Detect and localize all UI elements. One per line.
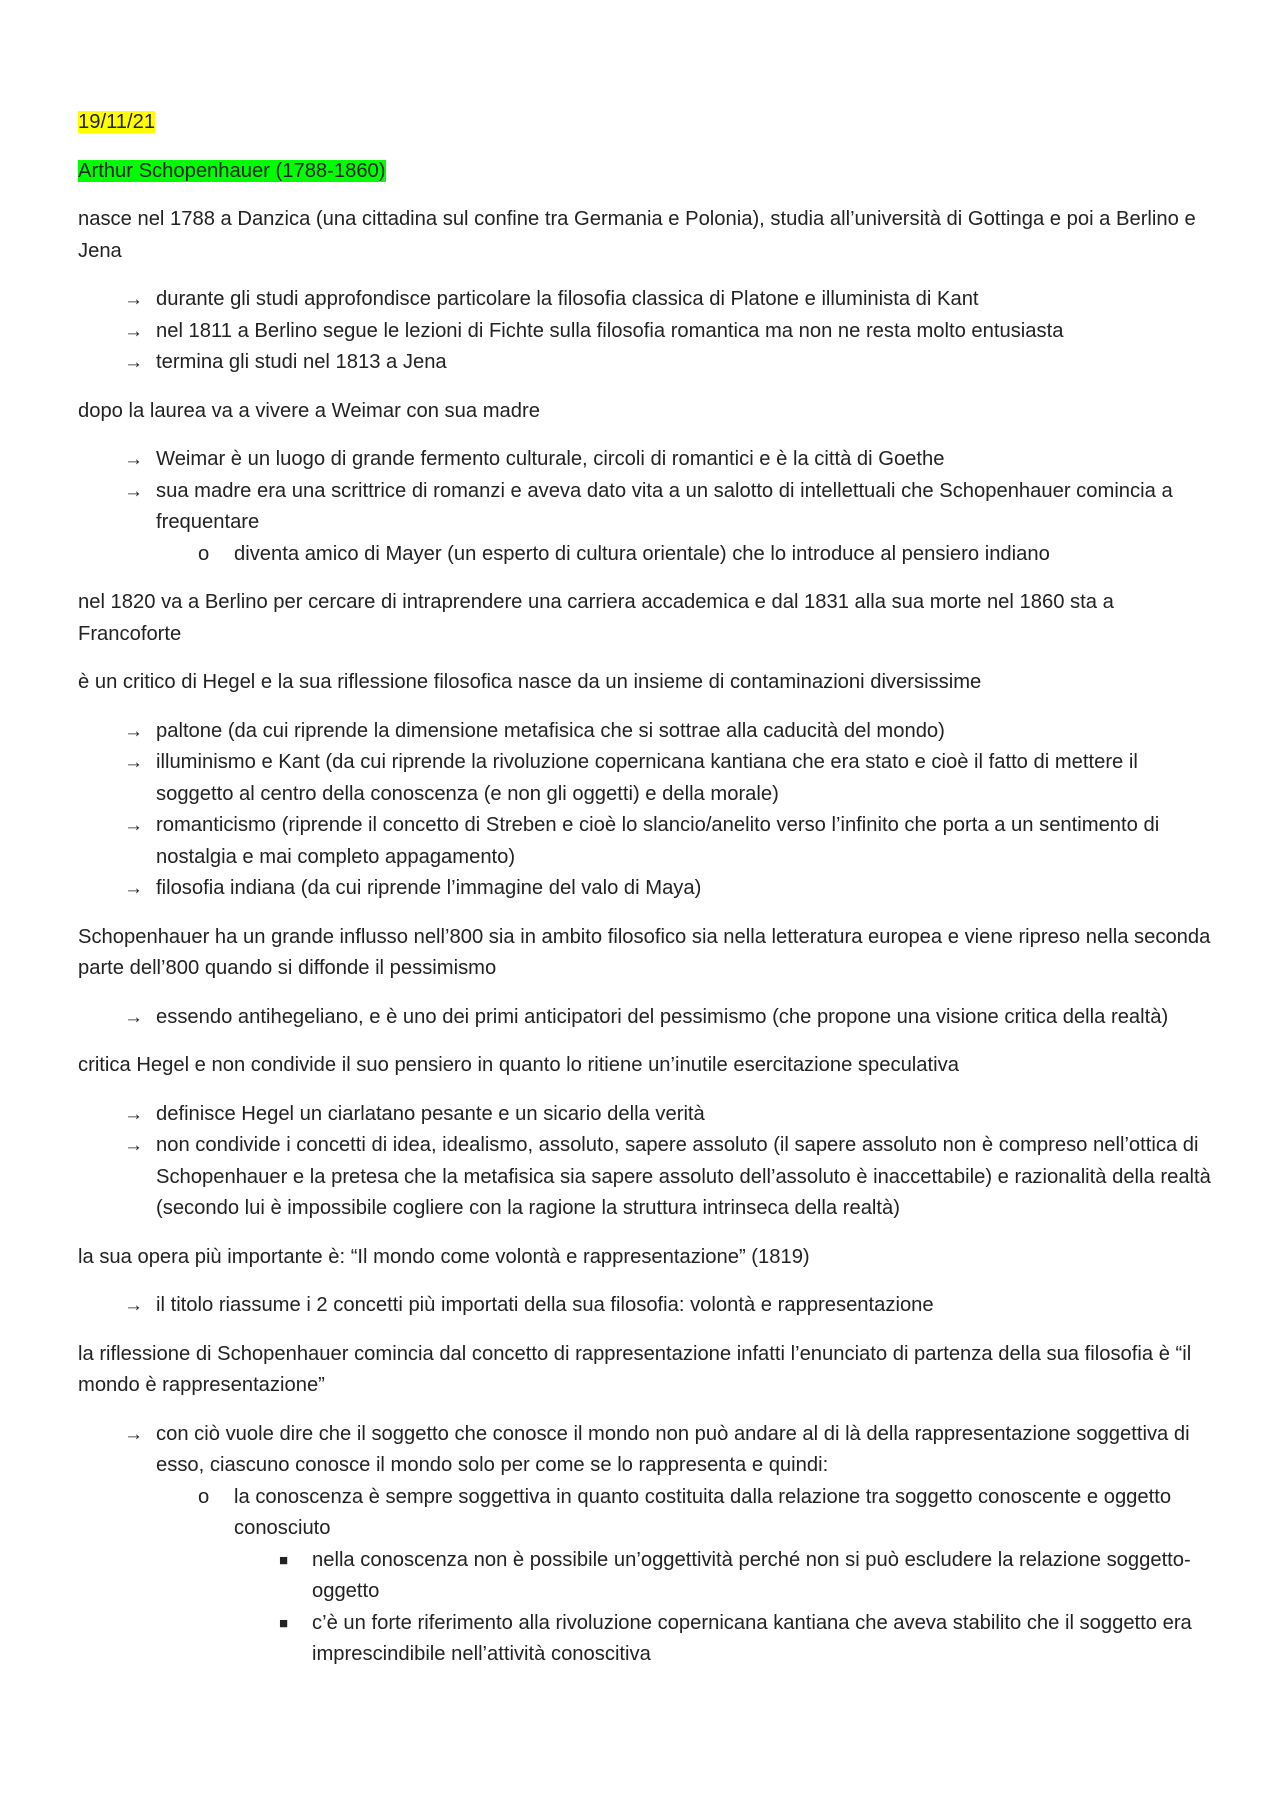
square-bullet-icon: ■ xyxy=(279,1614,289,1632)
arrow-bullet-icon: → xyxy=(124,480,143,502)
arrow-bullet-icon: → xyxy=(124,1295,143,1316)
square-bullet-icon: ■ xyxy=(279,1551,289,1569)
arrow-bullet-icon: → xyxy=(124,320,143,342)
paragraph-rappresentazione: la riflessione di Schopenhauer comincia dal concetto di rappresentazione infatti l’enunciato di partenza della sua filosofia è “il mondo è rappresentazione” xyxy=(78,1342,1192,1396)
paragraph-weimar: dopo la laurea va a vivere a Weimar con sua madre xyxy=(78,399,540,422)
list-item: → filosofia indiana (da cui riprende l’immagine del valo di Maya) xyxy=(156,873,1213,905)
sub-sub-list-item: ■ c’è un forte riferimento alla rivoluzione copernicana kantiana che aveva stabilito che il soggetto era imprescindibile nell’attività conoscitiva xyxy=(312,1608,1213,1671)
paragraph-berlin: nel 1820 va a Berlino per cercare di intraprendere una carriera accademica e dal 1831 alla sua morte nel 1860 sta a Francoforte xyxy=(78,591,1114,645)
list-weimar xyxy=(78,444,1213,570)
list-item: → definisce Hegel un ciarlatano pesante e un sicario della verità xyxy=(156,1099,1213,1131)
paragraph-birth: nasce nel 1788 a Danzica (una cittadina sul confine tra Germania e Polonia), studia all’università di Gottinga e poi a Berlino e Jena xyxy=(78,208,1196,262)
list-item: → con ciò vuole dire che il soggetto che conosce il mondo non può andare al di là della rappresentazione soggettiva di esso, ciascuno conosce il mondo solo per come se lo rappresenta e quindi: o la conoscenza è sempre soggettiva in quanto costituita dalla relazione tra soggetto conoscente e oggetto conosciuto ■ nella conoscenza non è possibile un’oggettività perché non si può escludere la relazione soggetto-oggetto ■ c’è un forte riferimento alla rivoluzione copernicana kantiana che aveva stabilito che il soggetto era imprescindibile nell’attività conoscitiva xyxy=(156,1419,1213,1671)
list-title xyxy=(78,1290,1213,1322)
paragraph-hegel: critica Hegel e non condivide il suo pensiero in quanto lo ritiene un’inutile esercitazione speculativa xyxy=(78,1054,959,1076)
arrow-bullet-icon: → xyxy=(124,1135,143,1156)
list-item: → termina gli studi nel 1813 a Jena xyxy=(156,347,1213,379)
arrow-bullet-icon: → xyxy=(124,449,143,470)
arrow-bullet-icon: → xyxy=(124,1103,143,1125)
sub-list-item: o diventa amico di Mayer (un esperto di cultura orientale) che lo introduce al pensiero indiano xyxy=(234,539,1213,571)
list-rappresentazione xyxy=(78,1419,1213,1671)
arrow-bullet-icon: → xyxy=(124,720,143,742)
circle-bullet-icon: o xyxy=(198,1485,210,1508)
list-item: → durante gli studi approfondisce particolare la filosofia classica di Platone e illuminista di Kant xyxy=(156,284,1213,316)
subsublist-oggettivita xyxy=(234,1545,1213,1671)
arrow-bullet-icon: → xyxy=(124,1423,143,1445)
title-line xyxy=(78,156,1213,188)
arrow-bullet-icon: → xyxy=(124,878,143,899)
arrow-bullet-icon: → xyxy=(124,752,143,773)
list-item: → nel 1811 a Berlino segue le lezioni di Fichte sulla filosofia romantica ma non ne resta molto entusiasta xyxy=(156,316,1213,348)
sublist-mayer xyxy=(156,539,1213,571)
arrow-bullet-icon: → xyxy=(124,352,143,373)
paragraph-influence: Schopenhauer ha un grande influsso nell’800 sia in ambito filosofico sia nella letteratura europea e viene ripreso nella seconda parte dell’800 quando si diffonde il pessimismo xyxy=(78,925,1211,979)
date-line xyxy=(78,107,1213,139)
arrow-bullet-icon: → xyxy=(124,289,143,310)
list-item: → non condivide i concetti di idea, idealismo, assoluto, sapere assoluto (il sapere assoluto non è compreso nell’ottica di Schopenhauer e la pretesa che la metafisica sia sapere assoluto dell’assoluto è inaccettabile) e razionalità della realtà (secondo lui è impossibile cogliere con la ragione la struttura intrinseca della realtà) xyxy=(156,1130,1213,1225)
list-item: → Weimar è un luogo di grande fermento culturale, circoli di romantici e è la città di Goethe xyxy=(156,444,1213,476)
list-item: → sua madre era una scrittrice di romanzi e aveva dato vita a un salotto di intellettuali che Schopenhauer comincia a frequentare o diventa amico di Mayer (un esperto di cultura orientale) che lo introduce al pensiero indiano xyxy=(156,476,1213,571)
arrow-bullet-icon: → xyxy=(124,1006,143,1028)
sub-list-item: o la conoscenza è sempre soggettiva in quanto costituita dalla relazione tra soggetto conoscente e oggetto conosciuto ■ nella conoscenza non è possibile un’oggettività perché non si può escludere la relazione soggetto-oggetto ■ c’è un forte riferimento alla rivoluzione copernicana kantiana che aveva stabilito che il soggetto era imprescindibile nell’attività conoscitiva xyxy=(234,1482,1213,1671)
arrow-bullet-icon: → xyxy=(124,815,143,836)
list-item: → romanticismo (riprende il concetto di Streben e cioè lo slancio/anelito verso l’infinito che porta a un sentimento di nostalgia e mai completo appagamento) xyxy=(156,810,1213,873)
date-highlight: 19/11/21 xyxy=(78,111,156,133)
document-page xyxy=(78,107,1213,1688)
list-item: → essendo antihegeliano, e è uno dei primi anticipatori del pessimismo (che propone una visione critica della realtà) xyxy=(156,1002,1213,1034)
circle-bullet-icon: o xyxy=(198,542,210,565)
list-item: → paltone (da cui riprende la dimensione metafisica che si sottrae alla caducità del mondo) xyxy=(156,716,1213,748)
list-item: → il titolo riassume i 2 concetti più importati della sua filosofia: volontà e rappresentazione xyxy=(156,1290,1213,1322)
list-hegel xyxy=(78,1099,1213,1225)
list-influences xyxy=(78,716,1213,905)
list-item: → illuminismo e Kant (da cui riprende la rivoluzione copernicana kantiana che era stato e cioè il fatto di mettere il soggetto al centro della conoscenza (e non gli oggetti) e della morale) xyxy=(156,747,1213,810)
paragraph-opera: la sua opera più importante è: “Il mondo come volontà e rappresentazione” (1819) xyxy=(78,1245,810,1268)
sub-sub-list-item: ■ nella conoscenza non è possibile un’oggettività perché non si può escludere la relazione soggetto-oggetto xyxy=(312,1545,1213,1608)
title-highlight: Arthur Schopenhauer (1788-1860) xyxy=(78,159,386,182)
paragraph-critic: è un critico di Hegel e la sua riflessione filosofica nasce da un insieme di contaminazioni diversissime xyxy=(78,671,982,693)
list-pessimism xyxy=(78,1002,1213,1034)
list-studies xyxy=(78,284,1213,379)
sublist-conoscenza xyxy=(156,1482,1213,1671)
